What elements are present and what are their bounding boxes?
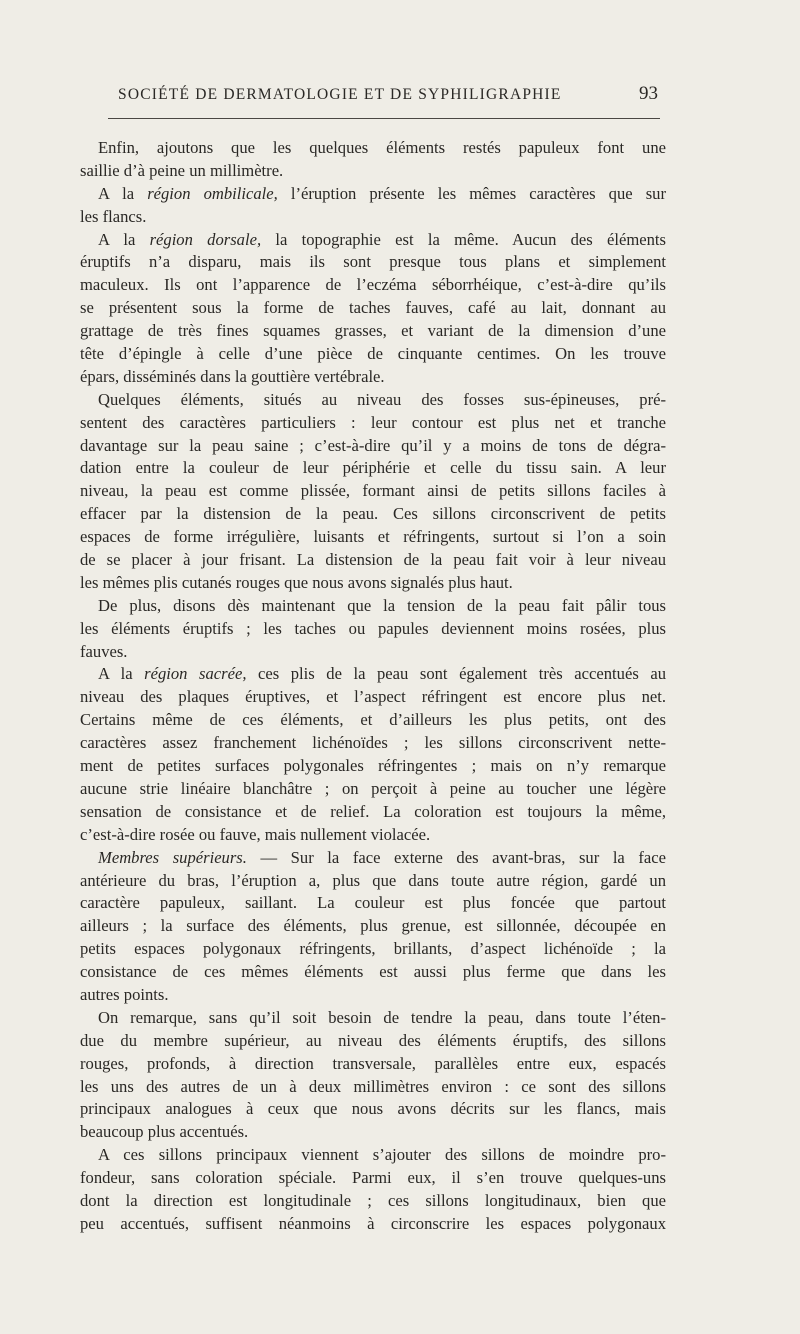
text-line: A ces sillons principaux viennent s’ajouter des sillons de moindre pro-	[98, 1145, 666, 1165]
text-run: ces plis de la peau sont également très accentués au	[246, 664, 666, 684]
text-line: les éléments éruptifs ; les taches ou papules deviennent moins rosées, plus	[80, 618, 666, 638]
text-line: fauves.	[80, 641, 128, 661]
text-line: Certains même de ces éléments, et d’ailleurs les plus petits, ont des	[80, 710, 666, 730]
text-line: petits espaces polygonaux réfringents, brillants, d’aspect lichénoïde ; la	[80, 939, 666, 959]
text-line: de se placer à jour frisant. La distension de la peau fait voir à leur niveau	[80, 550, 666, 570]
text-line: maculeux. Ils ont l’apparence de l’eczéma séborrhéique, c’est-à-dire qu’ils	[80, 275, 666, 295]
text-line: beaucoup plus accentués.	[80, 1122, 249, 1142]
text-line: niveau des plaques éruptives, et l’aspect réfringent est encore plus net.	[80, 687, 666, 707]
text-line: sentent des caractères particuliers : leur contour est plus net et tranche	[80, 412, 666, 432]
running-title: SOCIÉTÉ DE DERMATOLOGIE ET DE SYPHILIGRAPHIE	[118, 86, 562, 103]
text-line: niveau, la peau est comme plissée, formant ainsi de petits sillons faciles à	[80, 481, 666, 501]
text-line: dation entre la couleur de leur périphérie et celle du tissu sain. A leur	[80, 458, 666, 478]
text-line: principaux analogues à ceux que nous avons décrits sur les flancs, mais	[80, 1099, 666, 1119]
text-line: les flancs.	[80, 206, 147, 226]
italic-term: région ombilicale,	[147, 183, 278, 203]
text-line: Enfin, ajoutons que les quelques éléments restés papuleux font une	[98, 138, 666, 157]
text-line: ailleurs ; la surface des éléments, plus grenue, est sillonnée, découpée en	[80, 916, 666, 936]
text-run: A la	[98, 183, 148, 203]
text-line: c’est-à-dire rosée ou fauve, mais nullement violacée.	[80, 824, 431, 844]
text-line: Quelques éléments, situés au niveau des fosses sus-épineuses, pré-	[98, 389, 666, 409]
text-line: effacer par la distension de la peau. Ces sillons circonscrivent de petits	[80, 504, 666, 524]
text-line: davantage sur la peau saine ; c’est-à-dire qu’il y a moins de tons de dégra-	[80, 435, 666, 455]
text-line: épars, disséminés dans la gouttière vertébrale.	[80, 366, 385, 386]
header-rule	[108, 118, 660, 119]
text-line: peu accentués, suffisent néanmoins à circonscrire les espaces polygonaux	[80, 1213, 666, 1233]
text-line: caractères assez franchement lichénoïdes ; les sillons circonscrivent nette-	[80, 733, 666, 753]
text-run: la topographie est la même. Aucun des éléments	[261, 229, 666, 249]
text-run: A la	[98, 229, 150, 249]
text-line: ment de petites surfaces polygonales réfringentes ; mais on n’y remarque	[80, 756, 666, 776]
page-header	[112, 82, 664, 112]
text-line	[80, 229, 666, 252]
page-number: 93	[639, 83, 658, 104]
text-run: — Sur la face externe des avant-bras, sur la face	[246, 847, 666, 867]
text-line	[80, 847, 666, 870]
text-line: consistance de ces mêmes éléments est aussi plus ferme que dans les	[80, 962, 666, 982]
text-line: tête d’épingle à celle d’une pièce de cinquante centimes. On les trouve	[80, 344, 666, 364]
text-line: grattage de très fines squames grasses, et variant de la dimension d’une	[80, 321, 666, 341]
text-line: autres points.	[80, 984, 169, 1004]
text-run: A la	[98, 664, 145, 684]
text-line	[80, 183, 666, 206]
text-line: les uns des autres de un à deux millimètres environ : ce sont des sillons	[80, 1076, 666, 1096]
text-line: aucune strie linéaire blanchâtre ; on perçoit à peine au toucher une légère	[80, 778, 666, 798]
text-line: espaces de forme irrégulière, luisants et réfringents, surtout si l’on a soin	[80, 527, 666, 547]
text-line: dont la direction est longitudinale ; ces sillons longitudinaux, bien que	[80, 1190, 666, 1210]
text-line: De plus, disons dès maintenant que la tension de la peau fait pâlir tous	[98, 595, 666, 615]
text-line: On remarque, sans qu’il soit besoin de tendre la peau, dans toute l’éten-	[98, 1007, 666, 1027]
italic-term: Membres supérieurs.	[98, 847, 247, 867]
text-line: caractère papuleux, saillant. La couleur est plus foncée que partout	[80, 893, 666, 913]
text-line	[80, 663, 666, 686]
text-line: se présentent sous la forme de taches fauves, café au lait, donnant au	[80, 298, 666, 318]
text-line: due du membre supérieur, au niveau des éléments éruptifs, des sillons	[80, 1030, 666, 1050]
text-line: fondeur, sans coloration spéciale. Parmi eux, il s’en trouve quelques-uns	[80, 1168, 666, 1188]
text-line: antérieure du bras, l’éruption a, plus que dans toute autre région, gardé un	[80, 870, 666, 890]
text-line: rouges, profonds, à direction transversale, parallèles entre eux, espacés	[80, 1053, 666, 1073]
body-text	[80, 137, 666, 1236]
italic-term: région sacrée,	[144, 664, 247, 684]
text-line: sensation de consistance et de relief. La coloration est toujours la même,	[80, 801, 666, 821]
text-line: éruptifs n’a disparu, mais ils sont presque tous plans et simplement	[80, 252, 666, 272]
italic-term: région dorsale,	[149, 229, 262, 249]
text-run: l’éruption présente les mêmes caractères que sur	[277, 183, 666, 203]
text-line: saillie d’à peine un millimètre.	[80, 160, 284, 180]
text-line: les mêmes plis cutanés rouges que nous avons signalés plus haut.	[80, 572, 513, 592]
